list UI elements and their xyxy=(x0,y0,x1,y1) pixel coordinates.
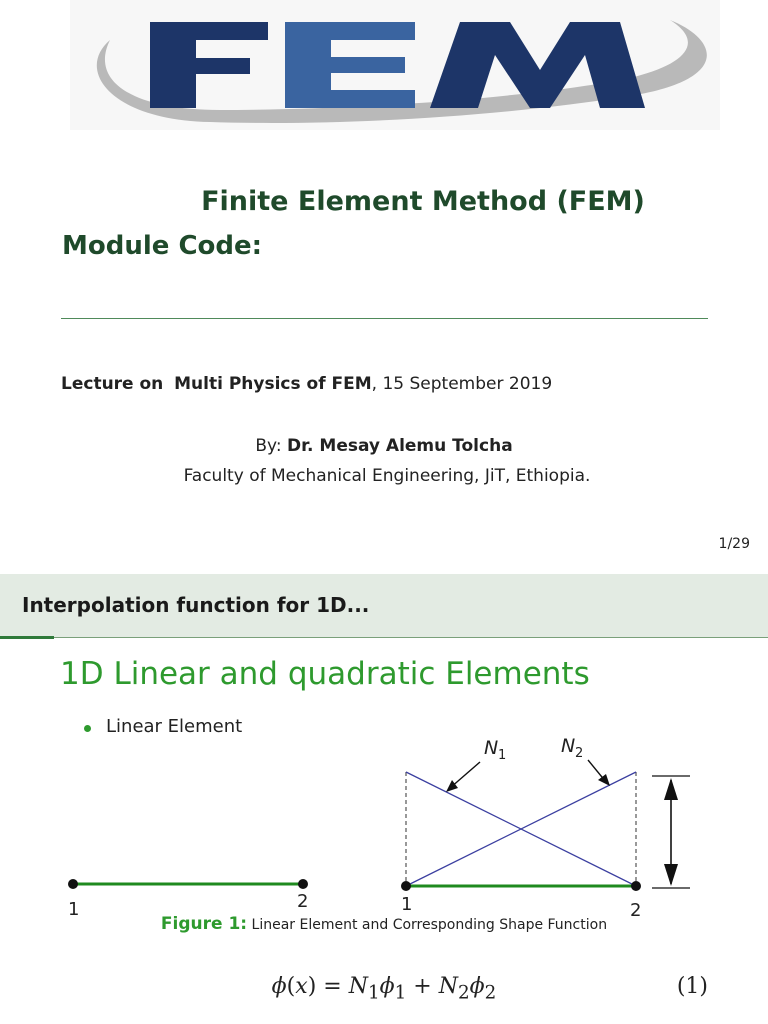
title-divider xyxy=(61,318,708,319)
shape-label-n1-sub: 1 xyxy=(498,748,507,763)
node-label-right-1: 1 xyxy=(401,894,413,915)
node-left-2 xyxy=(298,879,308,889)
dim-arrowhead-top xyxy=(664,778,678,800)
fem-logo xyxy=(70,0,720,130)
presentation-title: Finite Element Method (FEM) xyxy=(201,186,645,217)
frame-title: Interpolation function for 1D... xyxy=(22,593,370,617)
linear-element-figure xyxy=(0,730,768,920)
module-code-label: Module Code: xyxy=(62,231,263,261)
node-right-1 xyxy=(401,881,411,891)
author-name: Dr. Mesay Alemu Tolcha xyxy=(286,436,513,456)
section-title: 1D Linear and quadratic Elements xyxy=(60,656,590,692)
faculty-line: Faculty of Mechanical Engineering, JiT, Ethiopia. xyxy=(183,466,591,486)
lecture-date: , 15 September 2019 xyxy=(371,374,553,394)
arrowhead-n2 xyxy=(598,774,610,786)
node-label-left-2: 2 xyxy=(297,891,309,912)
caption-label: Figure 1: xyxy=(160,914,248,934)
figure-caption xyxy=(0,914,768,934)
bullet-linear-element: Linear Element xyxy=(106,716,243,737)
equation-number: (1) xyxy=(676,974,708,999)
node-right-2 xyxy=(631,881,641,891)
shape-label-n2-sub: 2 xyxy=(575,746,584,761)
author-line xyxy=(0,436,768,456)
shape-label-n2: N xyxy=(561,735,576,757)
frame-header xyxy=(0,574,768,638)
node-label-right-2: 2 xyxy=(630,900,642,920)
header-divider xyxy=(0,637,768,638)
by-label: By: xyxy=(255,436,282,456)
caption-text: Linear Element and Corresponding Shape Function xyxy=(251,917,608,933)
node-label-left-1: 1 xyxy=(68,899,80,920)
fem-logo-graphic xyxy=(70,0,720,130)
lecture-line xyxy=(61,374,552,394)
node-left-1 xyxy=(68,879,78,889)
header-accent-bar xyxy=(0,636,54,639)
lecture-prefix: Lecture on xyxy=(61,374,164,394)
page-number: 1/29 xyxy=(718,536,750,552)
dim-arrowhead-bottom xyxy=(664,864,678,886)
shape-label-n1: N xyxy=(484,737,499,759)
equation: $\phi(x) = N_1\phi_1 + N_2\phi_2$ xyxy=(271,974,497,1004)
lecture-topic: Multi Physics of FEM xyxy=(174,374,372,394)
